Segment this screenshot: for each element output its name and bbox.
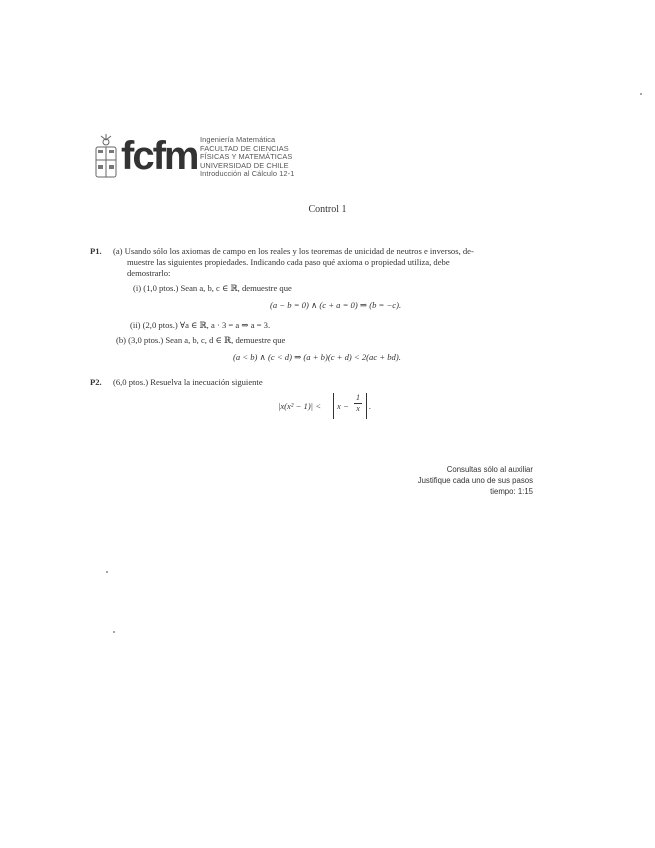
faculty-logo: fcfm	[121, 134, 198, 178]
affiliation-line: FÍSICAS Y MATEMÁTICAS	[200, 152, 293, 162]
fraction-denominator: x	[356, 404, 360, 413]
problem-text: demostrarlo:	[127, 268, 171, 278]
math-left: |x(x² − 1)| <	[278, 401, 321, 411]
math-expression: (a < b) ∧ (c < d) ⇒ (a + b)(c + d) < 2(ac + bd).	[233, 352, 401, 362]
footer-notes	[418, 464, 533, 497]
page-title: Control 1	[308, 204, 347, 215]
problem-label: P2.	[90, 377, 102, 387]
fraction-numerator: 1	[356, 393, 360, 402]
math-right: x −	[337, 401, 349, 411]
university-seal-icon	[93, 132, 119, 184]
affiliation-line: UNIVERSIDAD DE CHILE	[200, 160, 289, 170]
footer-line: Justifique cada uno de sus pasos	[417, 476, 533, 485]
scan-speck	[640, 93, 642, 95]
problem-text: (a) Usando sólo los axiomas de campo en los reales y los teoremas de unicidad de neutros e inversos, de-	[113, 246, 474, 256]
subitem-text: (b) (3,0 ptos.) Sean a, b, c, d ∈ ℝ, demuestre que	[116, 335, 286, 345]
footer-line: tiempo: 1:15	[490, 487, 533, 496]
problem-text: (6,0 ptos.) Resuelva la inecuación siguiente	[113, 377, 263, 387]
problem-text: muestre las siguientes propiedades. Indicando cada paso qué axioma o propiedad utiliza, debe	[127, 257, 450, 267]
scan-speck	[106, 571, 108, 573]
subitem-text: (i) (1,0 ptos.) Sean a, b, c ∈ ℝ, demuestre que	[133, 283, 292, 293]
affiliation-block	[200, 136, 294, 179]
footer-line: Consultas sólo al auxiliar	[446, 465, 533, 474]
affiliation-line: Ingeniería Matemática	[200, 135, 276, 144]
period-mark: .	[369, 401, 372, 411]
affiliation-line: Introducción al Cálculo 12-1	[200, 169, 295, 179]
fraction	[354, 393, 362, 414]
abs-bar-left	[333, 393, 334, 419]
scan-speck	[113, 631, 115, 633]
header	[93, 130, 333, 188]
abs-bar-right	[366, 393, 367, 419]
affiliation-line: FACULTAD DE CIENCIAS	[200, 143, 289, 153]
subitem-text: (ii) (2,0 ptos.) ∀a ∈ ℝ, a · 3 = a ⇒ a = 3.	[130, 320, 271, 330]
problem-label: P1.	[90, 246, 102, 256]
math-expression: (a − b = 0) ∧ (c + a = 0) ⇒ (b = −c).	[270, 300, 402, 310]
